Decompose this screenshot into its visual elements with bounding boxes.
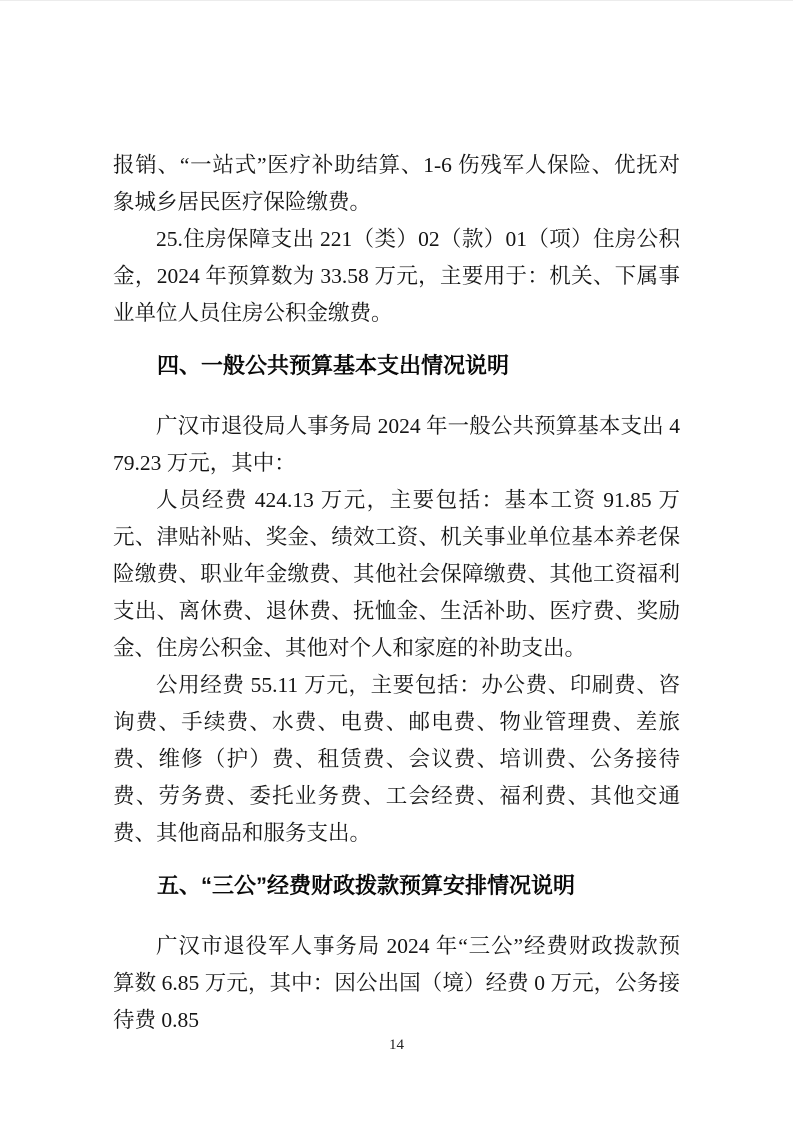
section-heading-three-public-funds: 五、“三公”经费财政拨款预算安排情况说明 bbox=[157, 873, 576, 898]
paragraph-three-public-funds: 广汉市退役军人事务局 2024 年“三公”经费财政拨款预算数 6.85 万元，其中：因公出国（境）经费 0 万元，公务接待费 0.85 bbox=[113, 934, 680, 1032]
paragraph-personnel-expenses: 人员经费 424.13 万元，主要包括：基本工资 91.85 万元、津贴补贴、奖金、绩效工资、机关事业单位基本养老保险缴费、职业年金缴费、其他社会保障缴费、其他工资福利支出、离休费、退休费、抚恤金、生活补助、医疗费、奖励金、住房公积金、其他对个人和家庭的补助支出。 bbox=[113, 488, 680, 660]
paragraph-basic-expenditure-total: 广汉市退役局人事务局 2024 年一般公共预算基本支出 479.23 万元，其中： bbox=[113, 414, 680, 475]
page-number: 14 bbox=[389, 1037, 404, 1053]
paragraph-medical-insurance-continuation: 报销、“一站式”医疗补助结算、1-6 伤残军人保险、优抚对象城乡居民医疗保险缴费。 bbox=[113, 153, 680, 214]
section-heading-basic-expenditure: 四、一般公共预算基本支出情况说明 bbox=[157, 353, 510, 378]
paragraph-item-25-housing-fund: 25.住房保障支出 221（类）02（款）01（项）住房公积金，2024 年预算数为 33.58 万元，主要用于：机关、下属事业单位人员住房公积金缴费。 bbox=[113, 227, 680, 325]
paragraph-public-expenses: 公用经费 55.11 万元，主要包括：办公费、印刷费、咨询费、手续费、水费、电费、邮电费、物业管理费、差旅费、维修（护）费、租赁费、会议费、培训费、公务接待费、劳务费、委托业务费、工会经费、福利费、其他交通费、其他商品和服务支出。 bbox=[113, 673, 680, 845]
document-body bbox=[113, 1, 680, 1039]
